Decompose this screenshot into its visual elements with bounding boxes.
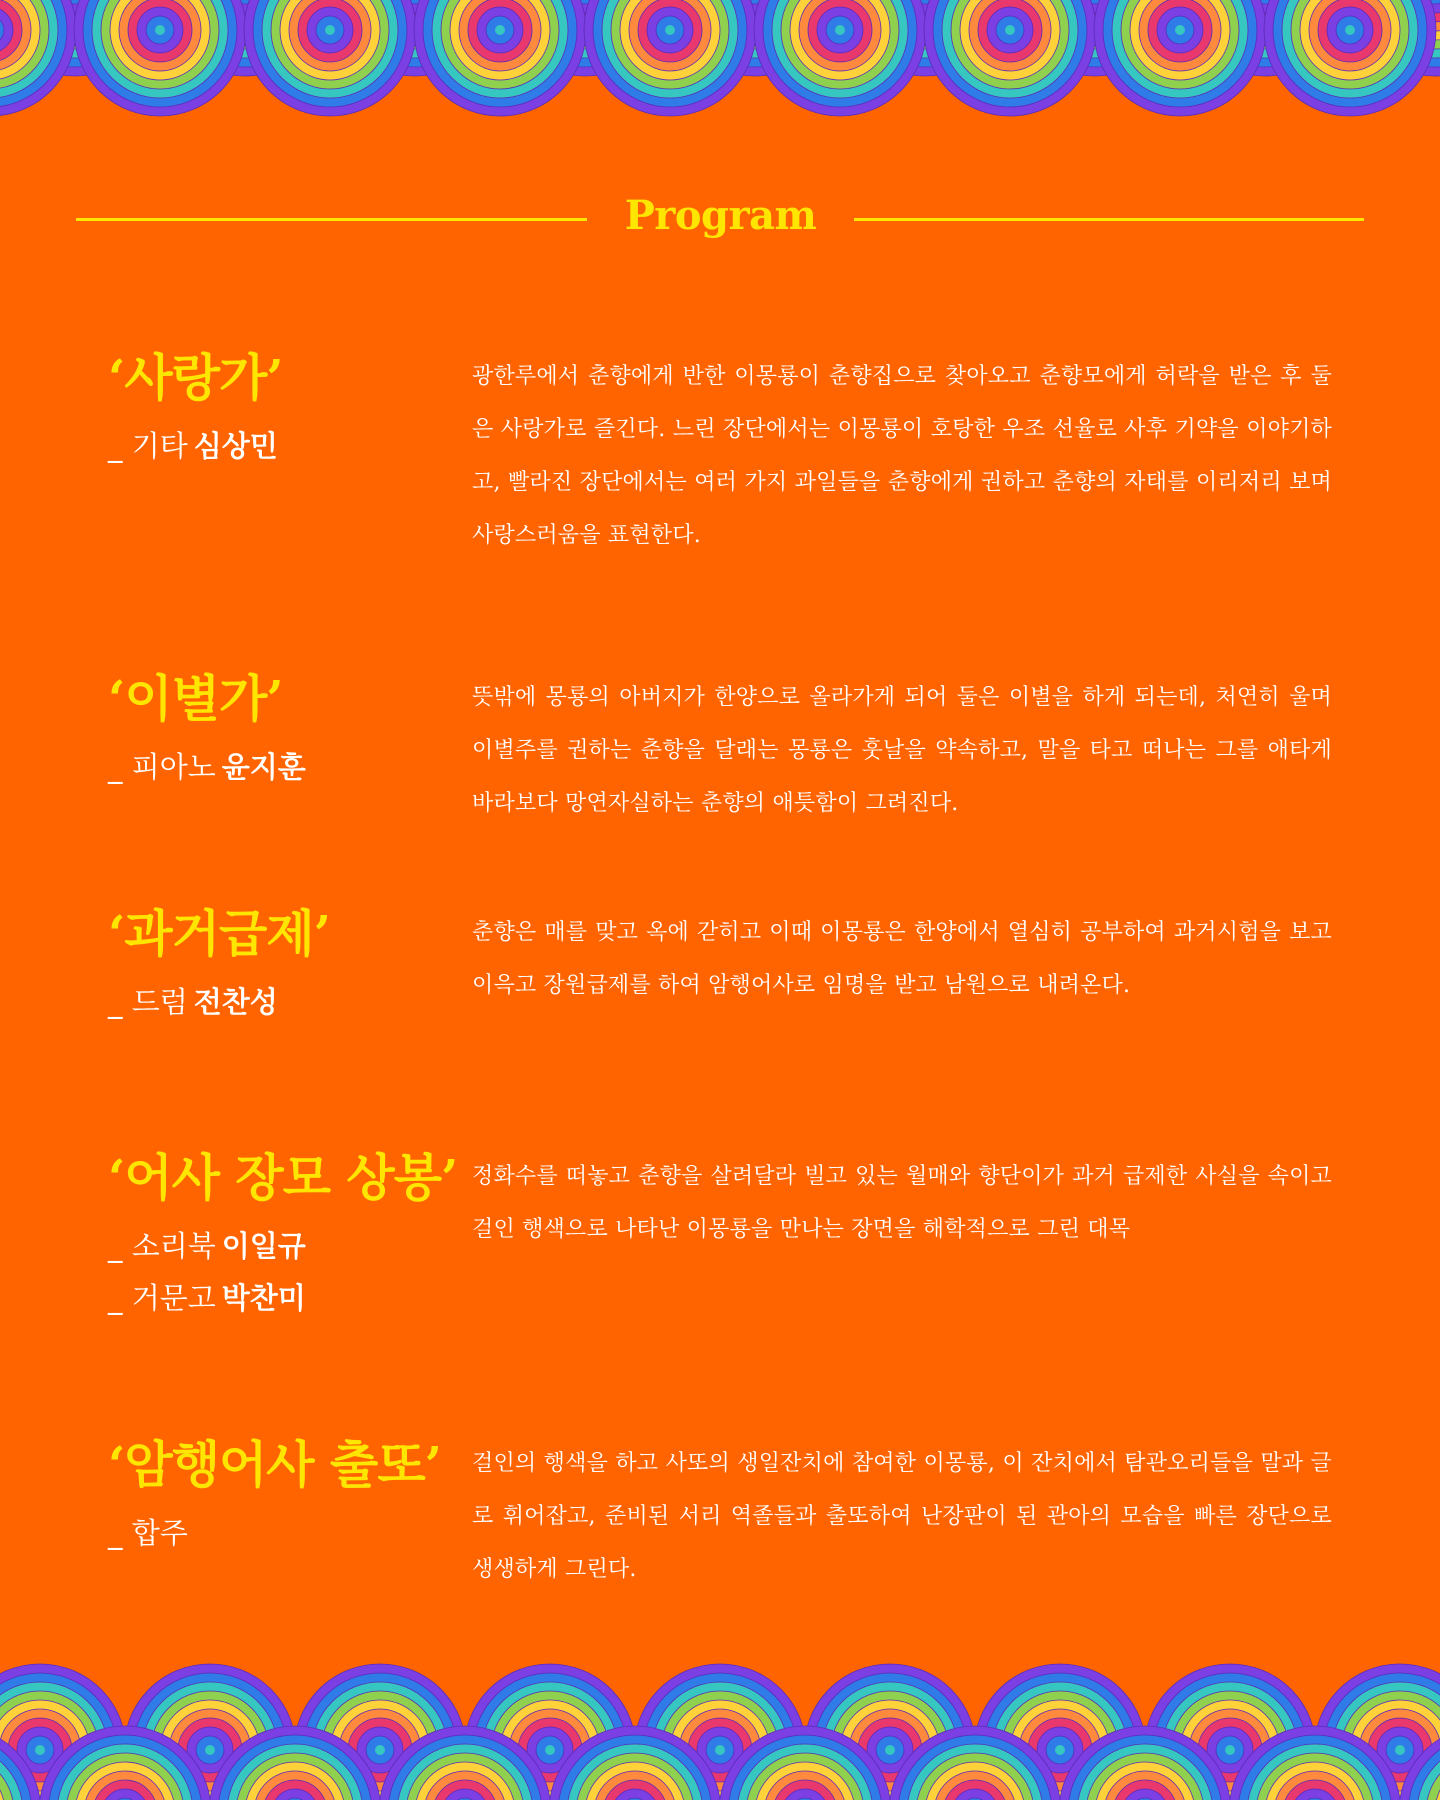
performer: [108, 741, 306, 793]
performer: [108, 420, 278, 472]
performer-instrument: 피아노: [131, 750, 216, 784]
performer-instrument: 기타: [131, 429, 188, 463]
performer-instrument: 합주: [131, 1516, 188, 1550]
performer-name: 이일규: [221, 1229, 306, 1263]
performer-list: [108, 741, 306, 793]
piece-title: ‘사랑가’: [108, 348, 283, 407]
performer-prefix: _: [108, 1229, 132, 1263]
performer-list: [108, 976, 278, 1028]
piece-description: 뜻밖에 몽룡의 아버지가 한양으로 올라가게 되어 둘은 이별을 하게 되는데, 처연히 울며 이별주를 권하는 춘향을 달래는 몽룡은 훗날을 약속하고, 말을 타고 떠나는 그를 애타게 바라보다 망연자실하는 춘향의 애틋함이 그려진다.: [472, 685, 1332, 816]
performer-name: 전찬성: [193, 985, 278, 1019]
piece-description: 춘향은 매를 맞고 옥에 갇히고 이때 이몽룡은 한양에서 열심히 공부하여 과거시험을 보고 이윽고 장원급제를 하여 암행어사로 임명을 받고 남원으로 내려온다.: [472, 920, 1332, 998]
header-rule-left: [76, 218, 587, 221]
performer-list: [108, 420, 278, 472]
piece-title: ‘암행어사 출또’: [108, 1435, 442, 1494]
performer-prefix: _: [108, 1516, 132, 1550]
bottom-wave-border: [0, 1662, 1440, 1800]
header-rule-right: [854, 218, 1364, 221]
top-wave-border: [0, 0, 1440, 124]
performer-name: 심상민: [193, 429, 278, 463]
piece-description: 정화수를 떠놓고 춘향을 살려달라 빌고 있는 월매와 향단이가 과거 급제한 사실을 속이고 걸인 행색으로 나타난 이몽룡을 만나는 장면을 해학적으로 그린 대목: [472, 1164, 1332, 1242]
performer: [108, 976, 278, 1028]
piece-title: ‘이별가’: [108, 669, 283, 728]
performer: [108, 1272, 306, 1324]
piece-title: ‘과거급제’: [108, 904, 331, 963]
piece-title: ‘어사 장모 상봉’: [108, 1148, 458, 1207]
page-title: Program: [624, 192, 817, 239]
piece-description: 걸인의 행색을 하고 사또의 생일잔치에 참여한 이몽룡, 이 잔치에서 탐관오리들을 말과 글로 휘어잡고, 준비된 서리 역졸들과 출또하여 난장판이 된 관아의 모습을 빠른 장단으로 생생하게 그린다.: [472, 1451, 1332, 1582]
performer-prefix: _: [108, 985, 132, 1019]
program-header: [76, 190, 1364, 250]
performer-name: 박찬미: [221, 1281, 306, 1315]
piece-description: 광한루에서 춘향에게 반한 이몽룡이 춘향집으로 찾아오고 춘향모에게 허락을 받은 후 둘은 사랑가로 즐긴다. 느린 장단에서는 이몽룡이 호탕한 우조 선율로 사후 기약을 이야기하고, 빨라진 장단에서는 여러 가지 과일들을 춘향에게 권하고 춘향의 자태를 이리저리 보며 사랑스러움을 표현한다.: [472, 364, 1332, 548]
performer-prefix: _: [108, 1281, 132, 1315]
performer-name: 윤지훈: [221, 750, 306, 784]
performer-instrument: 거문고: [131, 1281, 216, 1315]
performer: [108, 1220, 306, 1272]
performer-instrument: 소리북: [131, 1229, 216, 1263]
performer-prefix: _: [108, 750, 132, 784]
performer-instrument: 드럼: [131, 985, 188, 1019]
performer-prefix: _: [108, 429, 132, 463]
performer-list: [108, 1220, 306, 1324]
performer-list: [108, 1507, 194, 1559]
performer: [108, 1507, 194, 1559]
